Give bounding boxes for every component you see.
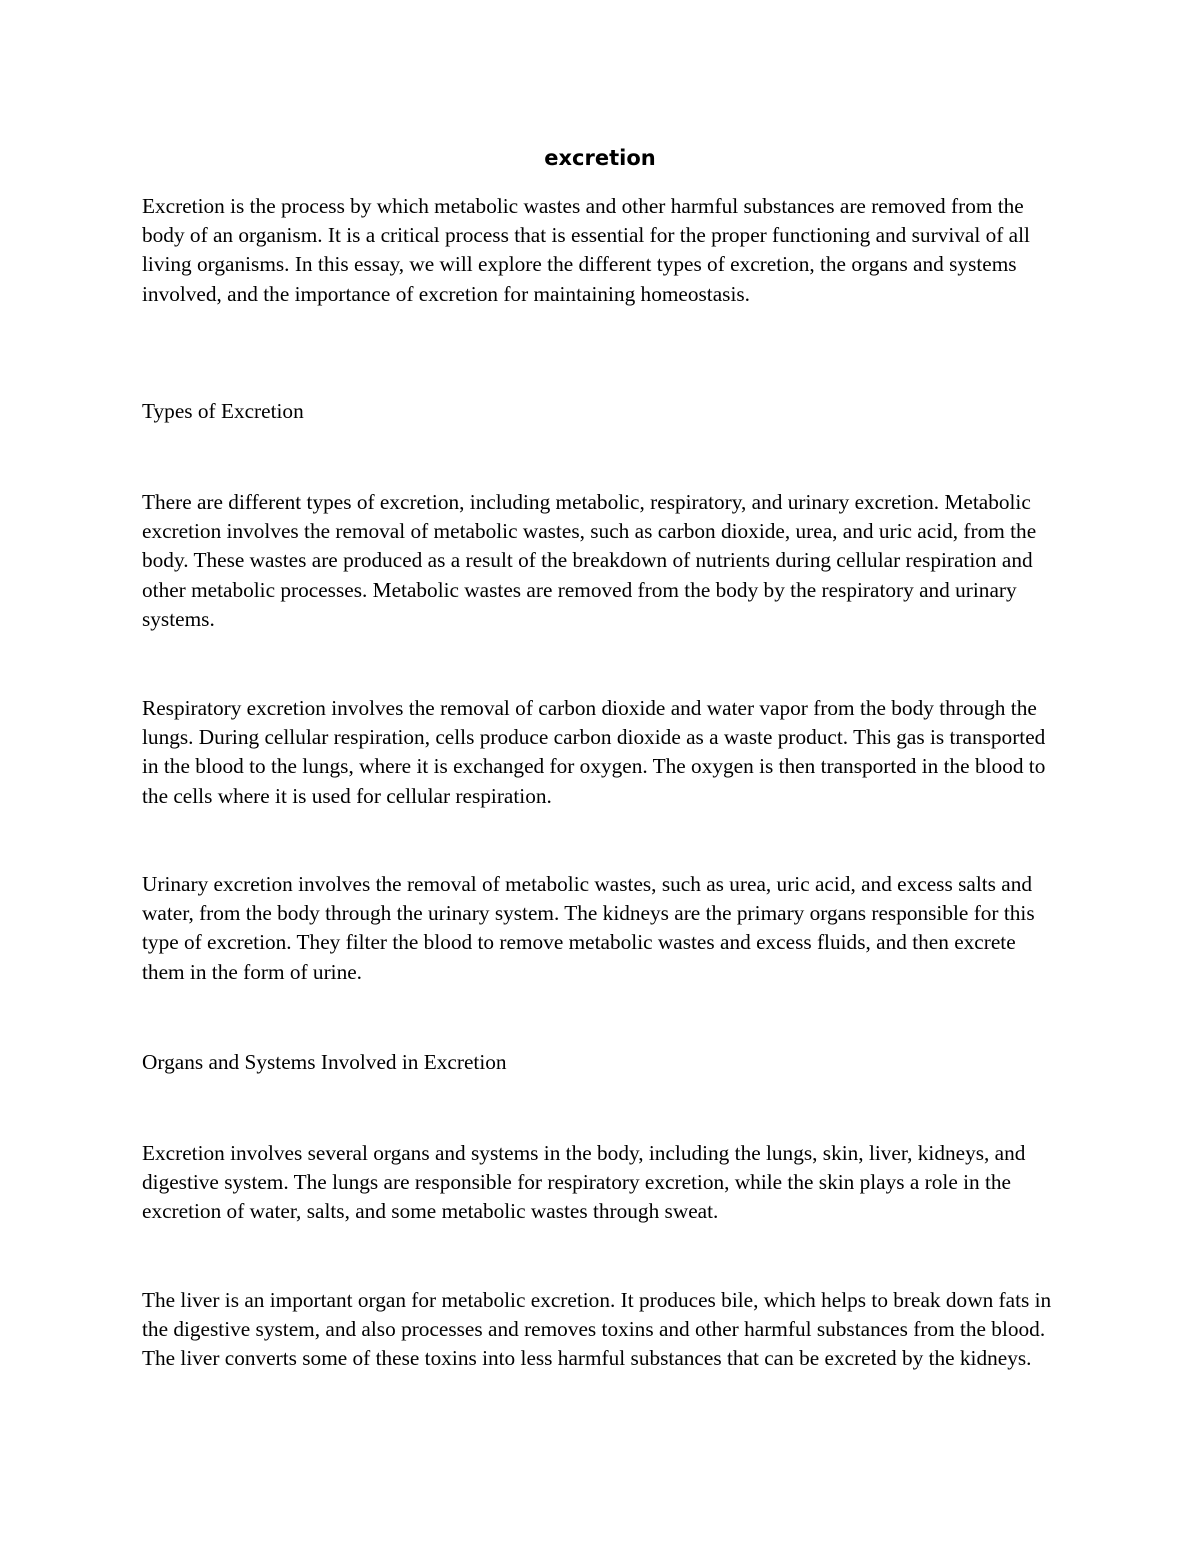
organs-paragraph-overview: Excretion involves several organs and systems in the body, including the lungs, skin, liver, kidneys, and digestive system. The lungs are responsible for respiratory excretion, while the skin plays a role in the excretion of water, salts, and some metabolic wastes through sweat. xyxy=(142,1141,1026,1224)
types-paragraph-respiratory: Respiratory excretion involves the removal of carbon dioxide and water vapor from the body through the lungs. During cellular respiration, cells produce carbon dioxide as a waste product. This gas is transported in the blood to the lungs, where it is exchanged for oxygen. The oxygen is then transported in the blood to the cells where it is used for cellular respiration. xyxy=(142,696,1046,808)
intro-paragraph: Excretion is the process by which metabolic wastes and other harmful substances are removed from the body of an organism. It is a critical process that is essential for the proper functioning and survival of all living organisms. In this essay, we will explore the different types of excretion, the organs and systems involved, and the importance of excretion for maintaining homeostasis. xyxy=(142,194,1030,306)
types-paragraph-urinary: Urinary excretion involves the removal of metabolic wastes, such as urea, uric acid, and excess salts and water, from the body through the urinary system. The kidneys are the primary organs responsible for this type of excretion. They filter the blood to remove metabolic wastes and excess fluids, and then excrete them in the form of urine. xyxy=(142,872,1035,984)
organs-paragraph-liver: The liver is an important organ for metabolic excretion. It produces bile, which helps to break down fats in the digestive system, and also processes and removes toxins and other harmful substances from the blood. The liver converts some of these toxins into less harmful substances that can be excreted by the kidneys. xyxy=(142,1288,1052,1371)
section-heading-organs: Organs and Systems Involved in Excretion xyxy=(142,1050,507,1074)
section-heading-types: Types of Excretion xyxy=(142,399,304,423)
document-title: excretion xyxy=(544,146,656,170)
types-paragraph-metabolic: There are different types of excretion, including metabolic, respiratory, and urinary excretion. Metabolic excretion involves the removal of metabolic wastes, such as carbon dioxide, urea, and uric acid, from the body. These wastes are produced as a result of the breakdown of nutrients during cellular respiration and other metabolic processes. Metabolic wastes are removed from the body by the respiratory and urinary systems. xyxy=(142,490,1037,631)
